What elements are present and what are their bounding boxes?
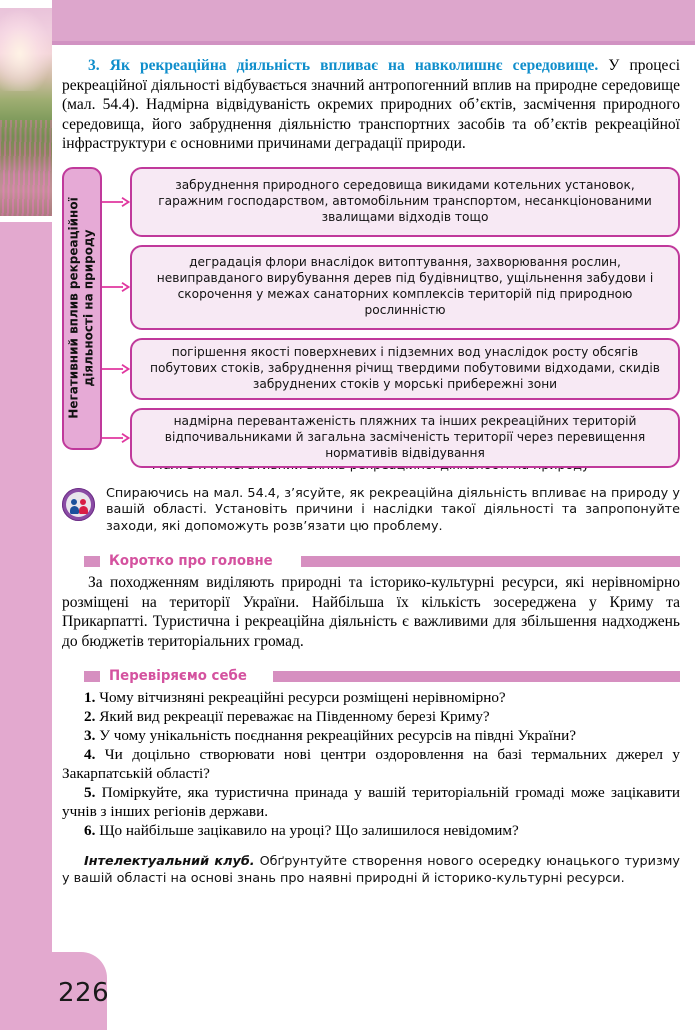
diagram-box-text: забруднення природного середовища викидами котельних установок, гаражним господарством, автомобільним транспортом, несанкціонованими звалищами відходів тощо [158,177,652,224]
question-number: 2. [84,708,96,726]
top-decorative-band [52,0,695,45]
person-head [80,499,86,505]
intellectual-club-block [62,854,680,888]
person-head [71,499,77,505]
question-item [62,707,680,726]
question-item [62,783,680,821]
arrow-right-icon [102,432,130,443]
header-bar-left [84,556,100,567]
activity-text: Спираючись на мал. 54.4, з’ясуйте, як рекреаційна діяльність впливає на природу у вашій області. Установіть причини і наслідки такої діяльності та запропонуйте заходи, які допоможуть розв’язати цю проблему. [106,485,680,535]
summary-heading: Коротко про головне [109,553,273,570]
question-number: 4. [84,746,96,764]
question-number: 1. [84,689,96,707]
diagram-box-text: погіршення якості поверхневих і підземних вод унаслідок росту обсягів побутових стоків, забруднення річищ твердими побутовими відходами, скидів забруднених стоків у морські прибережні зони [150,344,660,391]
question-number: 3. [84,727,96,745]
left-edge-pink-block [0,222,52,982]
club-text: Обґрунтуйте створення нового осередку юнацького туризму у вашій області на основі знань про наявні природні й історико-культурні ресурси. [62,854,680,887]
page-number: 226 [58,978,110,1008]
diagram-box [130,338,680,400]
selfcheck-heading: Перевіряємо себе [109,668,247,685]
diagram-box-text: надмірна перевантаженість пляжних та інших рекреаційних територій відпочивальниками й загальна засміченість території через перевищення нормативів відвідування [164,413,646,460]
question-text: У чому унікальність поєднання рекреаційних ресурсів на півдні України? [99,727,576,745]
person-body [70,506,79,514]
question-text: Чи доцільно створювати нові центри оздоровлення на базі термальних джерел у Закарпатській області? [62,746,680,783]
question-item [62,821,680,840]
person-figure-red [79,499,87,514]
diagram-box [130,408,680,468]
question-number: 6. [84,822,96,840]
lead-paragraph-text: У процесі рекреаційної діяльності відбувається значний антропогенний вплив на природне середовище (мал. 54.4). Надмірна відвідуваність окремих природних об’єктів, засмічення природного середовища, його забруднення діяльністю транспортних засобів та об’єктів рекреаційної інфраструктури є основними причинами деградації природи. [62,57,681,153]
selfcheck-questions [62,688,680,840]
question-item [62,688,680,707]
activity-block [62,486,680,537]
diagram-vertical-label-text [67,171,98,446]
question-text: Що найбільше зацікавило на уроці? Що залишилося невідомим? [99,822,519,840]
left-edge-landscape-photo [0,8,52,216]
diagram-box-text: деградація флори внаслідок витоптування, захворювання рослин, невиправданого вирубування дерев під будівництво, ущільнення забудови і скорочення у межах санаторних комплексів територій під природною рослинністю [156,255,654,317]
top-band-edge [52,41,695,45]
header-bar-right [273,671,680,682]
summary-section-header [62,553,680,569]
club-title: Інтелектуальний клуб. [84,854,255,870]
header-bar-left [84,671,100,682]
question-text: Який вид рекреації переважає на Південному березі Криму? [99,708,490,726]
summary-paragraph: За походженням виділяють природні та історико-культурні ресурси, які нерівномірно розміщені на території України. Найбільша їх кількість зосереджена у Криму та Прикарпатті. Туристична і рекреаційна діяльність є важливими для збільшення надходжень до бюджетів територіальних громад. [62,574,680,650]
arrow-right-icon [102,363,130,374]
section-heading-3: 3. Як рекреаційна діяльність впливає на навколишнє середовище. [88,57,599,74]
question-text: Поміркуйте, яка туристична принада у вашій територіальній громаді може зацікавити учнів з інших регіонів держави. [62,784,680,821]
diagram-boxes [130,167,680,476]
arrow-right-icon [102,282,130,293]
diagram-vertical-label-line2: діяльності на природу [82,229,96,387]
diagram-negative-impact [62,167,680,460]
arrow-right-icon [102,196,130,207]
summary-block [62,573,680,651]
question-number: 5. [84,784,96,802]
group-people-icon [62,488,95,521]
page-content [62,56,680,888]
question-item [62,745,680,783]
question-text: Чому вітчизняні рекреаційні ресурси розміщені нерівномірно? [99,689,506,707]
header-bar-right [301,556,680,567]
person-body [79,506,88,514]
diagram-box [130,245,680,330]
question-item [62,726,680,745]
diagram-vertical-label-line1: Негативний вплив рекреаційної [66,197,81,419]
diagram-vertical-label [62,167,102,450]
person-figure-blue [70,499,78,514]
diagram-box [130,167,680,237]
lead-paragraph [62,56,680,154]
selfcheck-section-header [62,668,680,684]
